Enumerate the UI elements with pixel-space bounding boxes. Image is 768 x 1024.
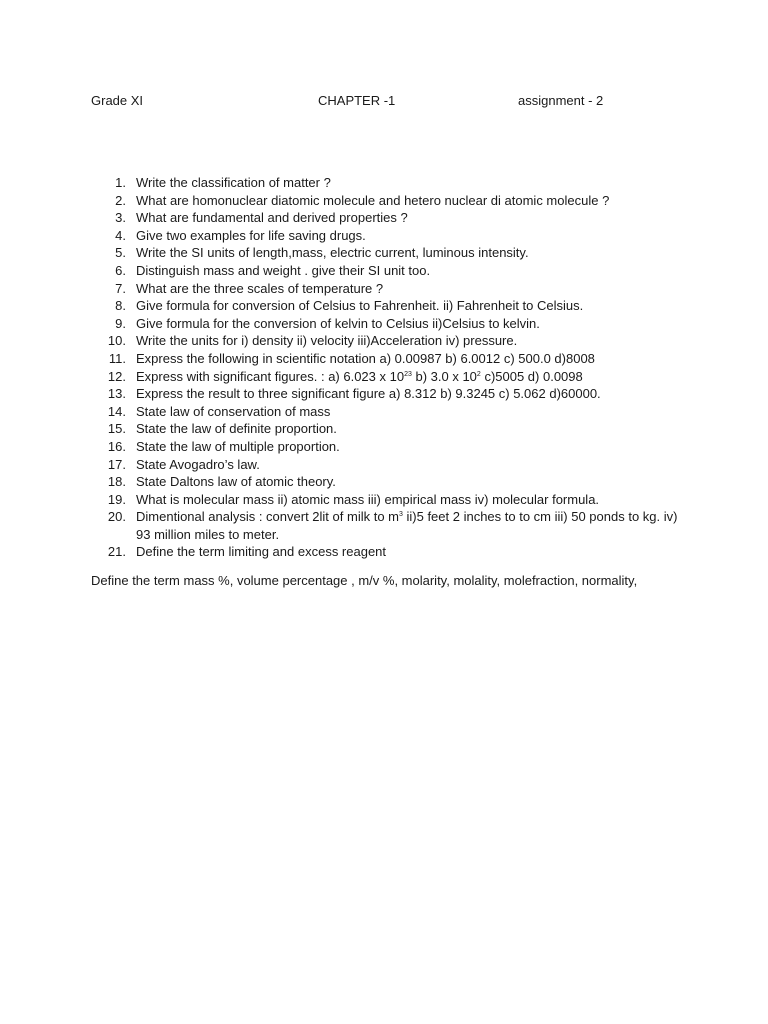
list-item: [0, 543, 768, 561]
list-item: [0, 350, 768, 368]
question-text: What are the three scales of temperature ?: [136, 280, 384, 296]
grade-label: Grade XI: [91, 93, 144, 108]
question-text: State Avogadro’s law.: [136, 456, 260, 472]
question-text: Define the term limiting and excess reagent: [136, 544, 387, 560]
chapter-label: CHAPTER -1: [318, 93, 396, 108]
question-text: State the law of multiple proportion.: [136, 438, 340, 454]
list-item: [0, 315, 768, 333]
question-text: [136, 369, 583, 384]
question-number: 11.: [108, 350, 126, 366]
list-item: [0, 368, 768, 386]
question-number: 18.: [107, 474, 126, 490]
question-number: 15.: [107, 421, 126, 437]
question-text-part: c)5005 d) 0.0098: [480, 368, 583, 384]
question-text: State the law of definite proportion.: [136, 421, 337, 437]
list-item: [0, 491, 768, 509]
question-number: 12.: [107, 368, 126, 384]
question-number: 9.: [115, 315, 126, 331]
question-text: Give formula for conversion of Celsius to Fahrenheit. ii) Fahrenheit to Celsius.: [136, 298, 584, 314]
question-number: 21.: [107, 544, 126, 560]
question-text-part: ii)5 feet 2 inches to to cm iii) 50 ponds to kg. iv) 93 million miles to meter.: [136, 509, 678, 542]
question-number: 14.: [107, 403, 126, 419]
definitions-line: Define the term mass %, volume percentage , m/v %, molarity, molality, molefraction, normality,: [91, 573, 638, 588]
question-number: 13.: [107, 386, 126, 402]
list-item: [0, 473, 768, 491]
question-number: 4.: [115, 227, 126, 243]
question-text: State law of conservation of mass: [136, 403, 331, 419]
question-text: What are homonuclear diatomic molecule and hetero nuclear di atomic molecule ?: [136, 192, 610, 208]
list-item: [0, 244, 768, 262]
question-number: 3.: [115, 210, 126, 226]
list-item: [0, 227, 768, 245]
question-text: What are fundamental and derived properties ?: [136, 210, 408, 226]
list-item: [0, 297, 768, 315]
question-text: What is molecular mass ii) atomic mass iii) empirical mass iv) molecular formula.: [136, 491, 600, 507]
list-item: [0, 262, 768, 280]
list-item: [0, 385, 768, 403]
list-item: [0, 280, 768, 298]
question-text: Write the units for i) density ii) velocity iii)Acceleration iv) pressure.: [136, 333, 518, 349]
question-number: 10.: [107, 333, 126, 349]
question-number: 1.: [115, 175, 126, 190]
question-text: Give formula for the conversion of kelvin to Celsius ii)Celsius to kelvin.: [136, 315, 540, 331]
list-item: [0, 209, 768, 227]
question-text: Give two examples for life saving drugs.: [136, 227, 366, 243]
list-item: [0, 456, 768, 474]
question-text-part: b) 3.0 x 10: [411, 368, 477, 384]
question-text: Write the classification of matter ?: [136, 175, 331, 190]
list-item: [0, 192, 768, 210]
question-text: Express the result to three significant figure a) 8.312 b) 9.3245 c) 5.062 d)60000.: [136, 386, 601, 402]
document-header: [0, 93, 768, 111]
list-item: [0, 438, 768, 456]
question-text: Express the following in scientific notation a) 0.00987 b) 6.0012 c) 500.0 d)8008: [136, 350, 595, 366]
question-text: Write the SI units of length,mass, electric current, luminous intensity.: [136, 245, 529, 261]
question-number: 7.: [115, 280, 126, 296]
list-item: [0, 174, 768, 192]
question-number: 16.: [107, 438, 126, 454]
list-item: [0, 420, 768, 438]
question-number: 19.: [107, 491, 126, 507]
list-item: [0, 403, 768, 421]
exponent: 23: [404, 370, 412, 378]
question-text: State Daltons law of atomic theory.: [136, 474, 336, 490]
question-list: [0, 174, 768, 561]
question-number: 5.: [115, 245, 126, 261]
question-text: Distinguish mass and weight . give their SI unit too.: [136, 262, 431, 278]
question-text-part: Dimentional analysis : convert 2lit of milk to m: [136, 509, 399, 525]
question-text: [136, 509, 677, 542]
exponent: 3: [398, 511, 403, 519]
question-number: 17.: [107, 456, 126, 472]
question-number: 6.: [115, 262, 126, 278]
question-number: 2.: [115, 192, 126, 208]
question-number: 20.: [107, 509, 126, 525]
exponent: 2: [476, 370, 481, 378]
question-number: 8.: [115, 298, 126, 314]
question-text-part: Express with significant figures. : a) 6.023 x 10: [136, 368, 405, 384]
list-item: [0, 332, 768, 350]
list-item: [0, 508, 768, 543]
assignment-label: assignment - 2: [518, 93, 604, 108]
